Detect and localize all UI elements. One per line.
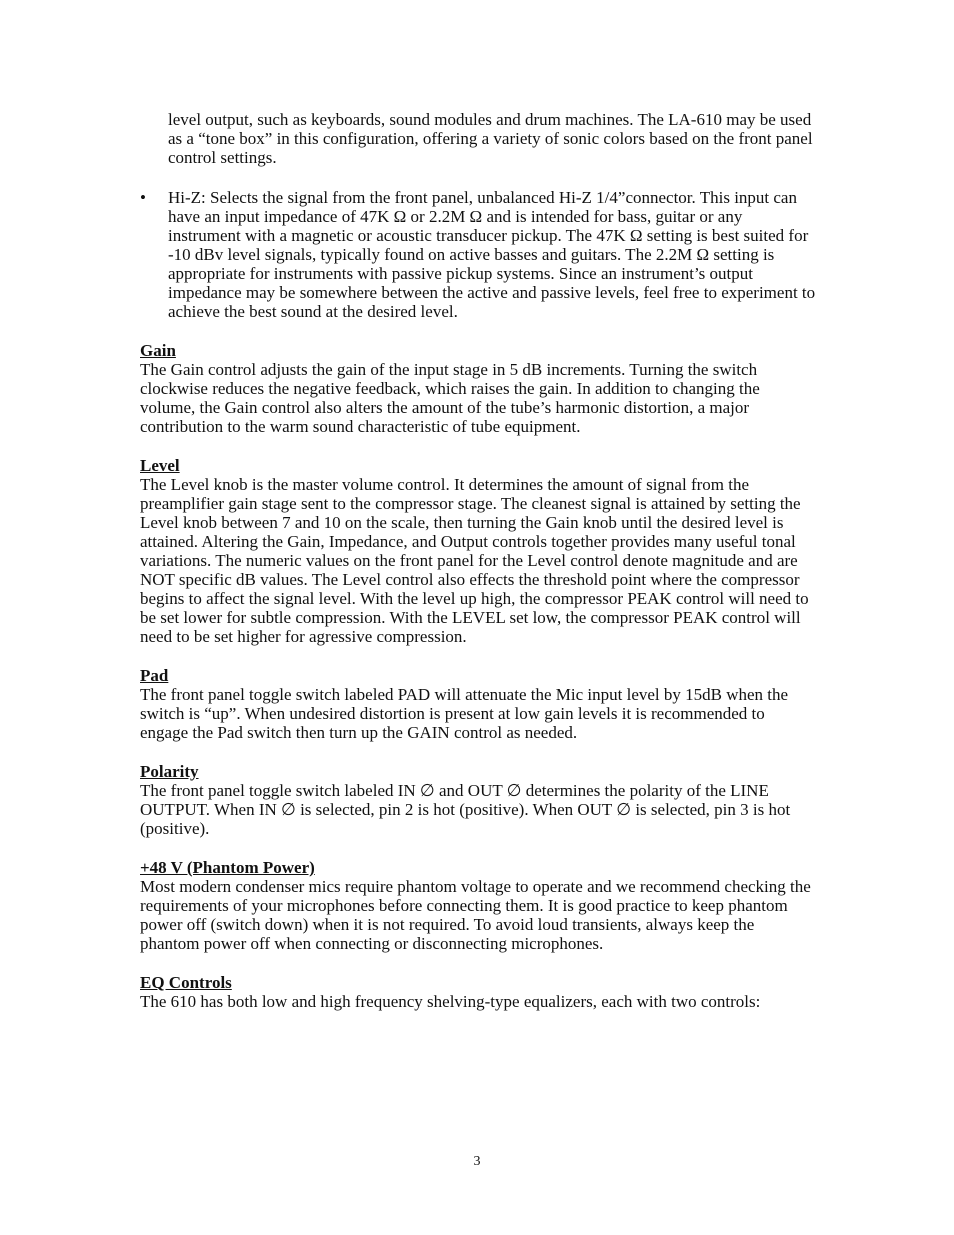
continued-paragraph: level output, such as keyboards, sound modules and drum machines. The LA-610 may be used as a “tone box” in this configuration, offering a variety of sonic colors based on the front panel control settings. <box>168 110 813 167</box>
bullet-text: Hi-Z: Selects the signal from the front panel, unbalanced Hi-Z 1/4”connector. This input can have an input impedance of 47K Ω or 2.2M Ω and is intended for bass, guitar or any instrument with a magnetic or acoustic transducer pickup. The 47K Ω setting is best suited for -10 dBv level signals, typically found on active basses and guitars. The 2.2M Ω setting is appropriate for instruments with passive pickup systems. Since an instrument’s output impedance may be somewhere between the active and passive levels, feel free to experiment to achieve the best sound at the desired level. <box>168 188 816 321</box>
document-page <box>140 110 816 1011</box>
section-heading: Pad <box>140 666 169 685</box>
section-body: Most modern condenser mics require phantom voltage to operate and we recommend checking the requirements of your microphones before connecting them. It is good practice to keep phantom power off (switch down) when it is not required. To avoid loud transients, always keep the phantom power off when connecting or disconnecting microphones. <box>140 877 811 953</box>
section-heading: Gain <box>140 341 176 360</box>
section-body: The front panel toggle switch labeled IN ∅ and OUT ∅ determines the polarity of the LINE OUTPUT. When IN ∅ is selected, pin 2 is hot (positive). When OUT ∅ is selected, pin 3 is hot (positive). <box>140 781 791 838</box>
section-body: The Gain control adjusts the gain of the input stage in 5 dB increments. Turning the switch clockwise reduces the negative feedback, which raises the gain. In addition to changing the volume, the Gain control also alters the amount of the tube’s harmonic distortion, a major contribution to the warm sound characteristic of tube equipment. <box>140 360 760 436</box>
section-pad <box>140 666 816 742</box>
page-number: 3 <box>473 1154 481 1169</box>
bullet-icon: • <box>140 188 146 207</box>
section-body: The front panel toggle switch labeled PAD will attenuate the Mic input level by 15dB when the switch is “up”. When undesired distortion is present at low gain levels it is recommended to engage the Pad switch then turn up the GAIN control as needed. <box>140 685 789 742</box>
section-phantom-power <box>140 858 816 953</box>
section-heading: Level <box>140 456 180 475</box>
section-heading: EQ Controls <box>140 973 232 992</box>
section-gain <box>140 341 816 436</box>
section-eq-controls <box>140 973 816 1011</box>
section-heading: Polarity <box>140 762 199 781</box>
section-body: The 610 has both low and high frequency shelving-type equalizers, each with two controls: <box>140 992 761 1011</box>
section-heading: +48 V (Phantom Power) <box>140 858 315 877</box>
section-body: The Level knob is the master volume control. It determines the amount of signal from the preamplifier gain stage sent to the compressor stage. The cleanest signal is attained by setting the Level knob between 7 and 10 on the scale, then turning the Gain knob until the desired level is attained. Altering the Gain, Impedance, and Output controls together provides many useful tonal variations. The numeric values on the front panel for the Level control denote magnitude and are NOT specific dB values. The Level control also effects the threshold point where the compressor begins to affect the signal level. With the level up high, the compressor PEAK control will need to be set lower for subtle compression. With the LEVEL set low, the compressor PEAK control will need to be set higher for agressive compression. <box>140 475 809 646</box>
section-polarity <box>140 762 816 838</box>
section-level <box>140 456 816 646</box>
bullet-item-hi-z <box>140 188 816 321</box>
